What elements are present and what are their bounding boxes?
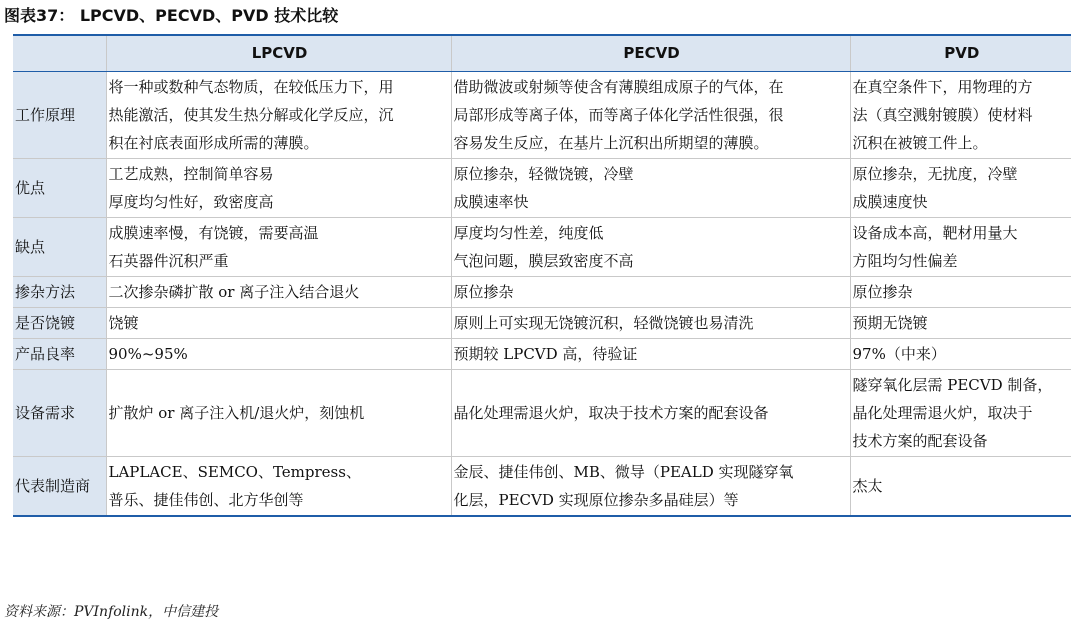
cell-line: 普乐、捷佳伟创、北方华创等 — [108, 490, 304, 509]
header-corner — [13, 35, 106, 71]
cell-pecvd — [451, 158, 850, 217]
cell-line: 原位掺杂 — [852, 282, 913, 301]
row-label: 优点 — [13, 158, 106, 217]
cell-lpcvd — [106, 276, 451, 307]
cell-line: 原位掺杂，轻微饶镀，冷壁 — [453, 164, 634, 183]
row-label: 是否饶镀 — [13, 307, 106, 338]
cell-line: 工艺成熟，控制简单容易 — [108, 164, 274, 183]
table-title: 图表37： LPCVD、PECVD、PVD 技术比较 — [4, 6, 339, 25]
table-row — [13, 369, 1071, 456]
cell-line: 积在衬底表面形成所需的薄膜。 — [108, 133, 319, 152]
cell-line: 成膜速度快 — [852, 192, 928, 211]
cell-line: 杰太 — [852, 476, 883, 495]
cell-pvd — [850, 217, 1071, 276]
cell-line: 沉积在被镀工件上。 — [852, 133, 988, 152]
table-row — [13, 307, 1071, 338]
table-body — [13, 71, 1071, 516]
cell-pecvd — [451, 338, 850, 369]
source-note: 资料来源：PVInfolink，中信建投 — [4, 604, 219, 620]
cell-pvd — [850, 71, 1071, 158]
header-lpcvd: LPCVD — [106, 35, 451, 71]
cell-lpcvd — [106, 158, 451, 217]
cell-pvd — [850, 369, 1071, 456]
cell-line: 晶化处理需退火炉，取决于技术方案的配套设备 — [453, 403, 769, 422]
cell-line: 隧穿氧化层需 PECVD 制备， — [852, 375, 1053, 394]
cell-line: 晶化处理需退火炉，取决于 — [852, 403, 1033, 422]
header-pvd: PVD — [850, 35, 1071, 71]
cell-line: 原位掺杂 — [453, 282, 514, 301]
cell-line: 方阻均匀性偏差 — [852, 251, 958, 270]
cell-line: 热能激活，使其发生热分解或化学反应，沉 — [108, 105, 394, 124]
cell-line: 预期较 LPCVD 高，待验证 — [453, 344, 638, 363]
cell-pecvd — [451, 456, 850, 516]
cell-line: 气泡问题，膜层致密度不高 — [453, 251, 634, 270]
row-label: 缺点 — [13, 217, 106, 276]
cell-pecvd — [451, 369, 850, 456]
cell-line: 将一种或数种气态物质，在较低压力下，用 — [108, 77, 394, 96]
cell-pvd — [850, 158, 1071, 217]
cell-line: 容易发生反应，在基片上沉积出所期望的薄膜。 — [453, 133, 769, 152]
cell-line: 石英器件沉积严重 — [108, 251, 229, 270]
cell-line: 厚度均匀性差，纯度低 — [453, 223, 604, 242]
cell-line: 饶镀 — [108, 313, 139, 332]
row-label: 掺杂方法 — [13, 276, 106, 307]
row-label: 设备需求 — [13, 369, 106, 456]
cell-lpcvd — [106, 456, 451, 516]
cell-pecvd — [451, 307, 850, 338]
cell-line: 化层，PECVD 实现原位掺杂多晶硅层）等 — [453, 490, 739, 509]
cell-line: 局部形成等离子体，而等离子体化学活性很强，很 — [453, 105, 784, 124]
row-label: 代表制造商 — [13, 456, 106, 516]
table-row — [13, 338, 1071, 369]
table-row — [13, 276, 1071, 307]
cell-pvd — [850, 276, 1071, 307]
cell-line: 金辰、捷佳伟创、MB、微导（PEALD 实现隧穿氧 — [453, 462, 794, 481]
cell-line: 借助微波或射频等使含有薄膜组成原子的气体，在 — [453, 77, 784, 96]
cell-line: 97%（中来） — [852, 344, 946, 363]
cell-lpcvd — [106, 307, 451, 338]
cell-line: 厚度均匀性好，致密度高 — [108, 192, 274, 211]
cell-pvd — [850, 338, 1071, 369]
cell-line: 扩散炉 or 离子注入机/退火炉，刻蚀机 — [108, 403, 365, 422]
cell-lpcvd — [106, 369, 451, 456]
cell-lpcvd — [106, 217, 451, 276]
header-pecvd: PECVD — [451, 35, 850, 71]
cell-line: LAPLACE、SEMCO、Tempress、 — [108, 462, 361, 481]
table-row — [13, 217, 1071, 276]
table-row — [13, 456, 1071, 516]
comparison-table — [13, 34, 1071, 517]
cell-line: 法（真空溅射镀膜）使材料 — [852, 105, 1033, 124]
cell-lpcvd — [106, 338, 451, 369]
cell-line: 成膜速率快 — [453, 192, 529, 211]
cell-line: 90%~95% — [108, 344, 188, 363]
cell-line: 原位掺杂，无扰度，冷壁 — [852, 164, 1018, 183]
cell-line: 设备成本高，靶材用量大 — [852, 223, 1018, 242]
row-label: 工作原理 — [13, 71, 106, 158]
row-label: 产品良率 — [13, 338, 106, 369]
cell-line: 技术方案的配套设备 — [852, 431, 988, 450]
cell-line: 原则上可实现无饶镀沉积，轻微饶镀也易清洗 — [453, 313, 754, 332]
cell-line: 预期无饶镀 — [852, 313, 928, 332]
table-row — [13, 71, 1071, 158]
cell-line: 二次掺杂磷扩散 or 离子注入结合退火 — [108, 282, 360, 301]
cell-pecvd — [451, 276, 850, 307]
cell-pvd — [850, 456, 1071, 516]
cell-pecvd — [451, 217, 850, 276]
cell-line: 在真空条件下，用物理的方 — [852, 77, 1033, 96]
cell-lpcvd — [106, 71, 451, 158]
cell-line: 成膜速率慢，有饶镀，需要高温 — [108, 223, 319, 242]
cell-pecvd — [451, 71, 850, 158]
table-row — [13, 158, 1071, 217]
header-row — [13, 35, 1071, 71]
cell-pvd — [850, 307, 1071, 338]
